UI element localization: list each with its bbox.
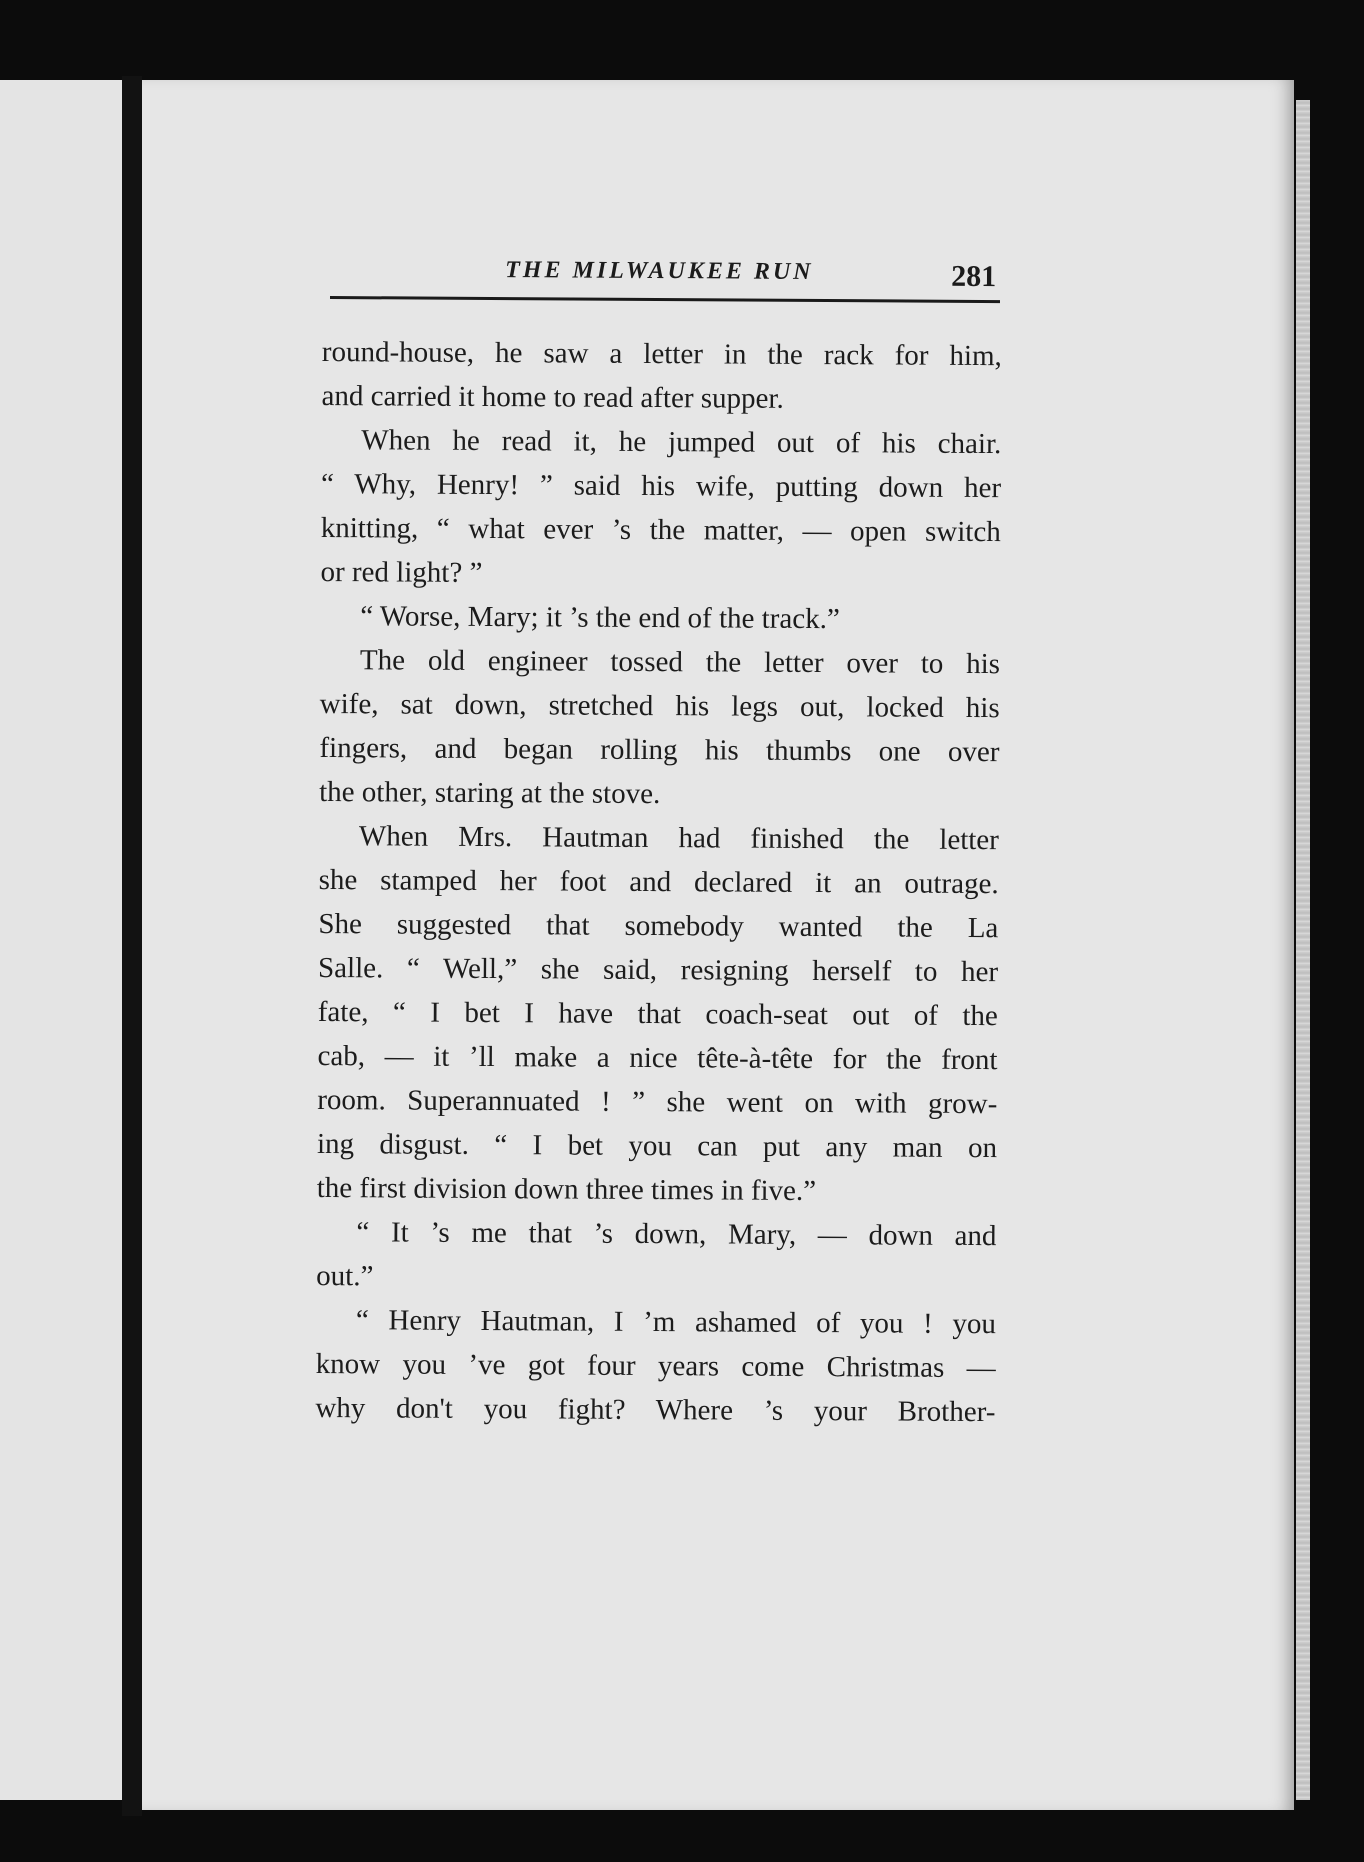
text-line: fingers, and began rolling his thumbs one over	[319, 731, 1000, 769]
text-line: cab, — it ’ll make a nice tête-à-tête for the front	[317, 1039, 998, 1077]
text-line: “ Henry Hautman, I ’m ashamed of you ! you	[355, 1304, 997, 1341]
text-line: wife, sat down, stretched his legs out, locked his	[319, 687, 1000, 725]
facing-page-edge	[0, 80, 122, 1800]
text-line: the first division down three times in five.”	[316, 1171, 817, 1208]
text-line: “ Why, Henry! ” said his wife, putting down her	[320, 467, 1002, 505]
text-line: round-house, he saw a letter in the rack for him,	[321, 335, 1002, 373]
body-text	[315, 330, 1002, 1434]
running-head-title: THE MILWAUKEE RUN	[505, 257, 814, 285]
text-line: why don't you fight? Where ’s your Brother-	[315, 1391, 996, 1429]
text-line: or red light? ”	[320, 555, 483, 589]
text-line: “ Worse, Mary; it ’s the end of the track.”	[360, 600, 840, 636]
text-line: The old engineer tossed the letter over to his	[359, 644, 1001, 681]
text-line: “ It ’s me that ’s down, Mary, — down and	[356, 1216, 997, 1253]
running-head	[330, 236, 1000, 303]
text-line: ing disgust. “ I bet you can put any man on	[316, 1127, 998, 1165]
text-line: the other, staring at the stove.	[319, 775, 661, 811]
text-line: When he read it, he jumped out of his chair.	[361, 424, 1002, 461]
text-line: room. Superannuated ! ” she went on with grow-	[317, 1083, 998, 1121]
book-gutter	[122, 76, 142, 1816]
text-line: She suggested that somebody wanted the La	[318, 907, 999, 945]
text-line: Salle. “ Well,” she said, resigning herself to her	[318, 951, 999, 989]
text-line: know you ’ve got four years come Christmas —	[315, 1347, 996, 1385]
page-number: 281	[951, 259, 997, 294]
text-line: and carried it home to read after supper.	[321, 379, 784, 415]
text-line: fate, “ I bet I have that coach-seat out of the	[317, 995, 998, 1033]
text-line: knitting, “ what ever ’s the matter, — open switch	[320, 511, 1001, 549]
text-line: she stamped her foot and declared it an outrage.	[318, 863, 999, 901]
page-stack-edge	[1296, 100, 1310, 1800]
text-line: When Mrs. Hautman had finished the letter	[358, 820, 999, 857]
text-line: out.”	[316, 1259, 374, 1293]
